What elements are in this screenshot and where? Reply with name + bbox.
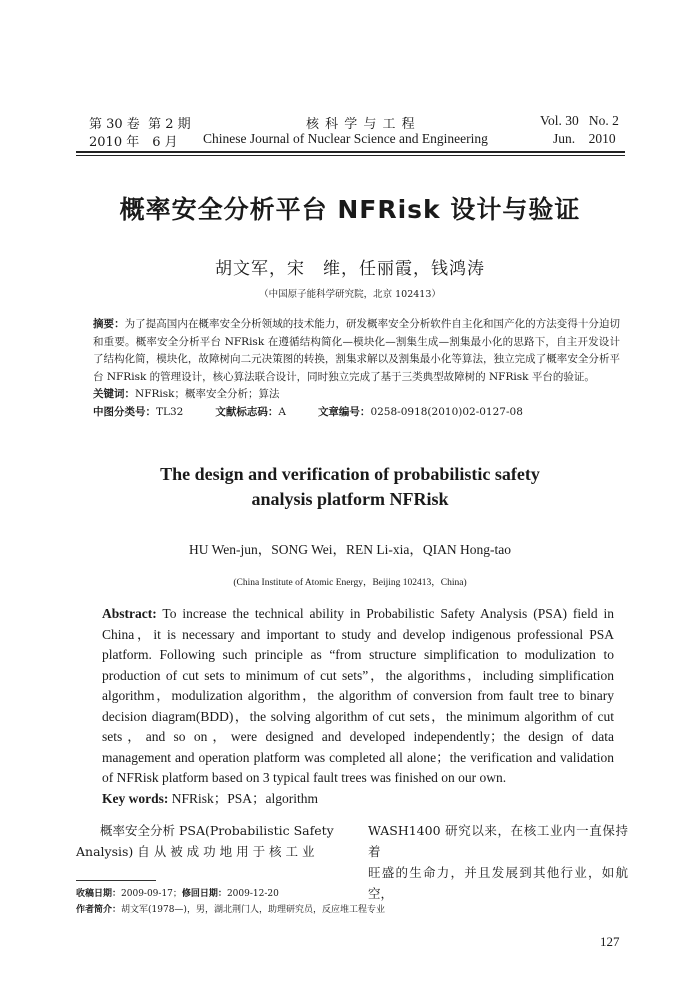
keywords-en-label: Key words: [102, 790, 169, 806]
article-no-value: 0258-0918(2010)02-0127-08 [370, 405, 523, 418]
journal-title-cn: 核 科 学 与 工 程 [306, 117, 416, 132]
body-left-line1: 概率安全分析 PSA(Probabilistic Safety [100, 823, 334, 838]
clc-value: TL32 [156, 405, 184, 418]
doc-code-value: A [278, 405, 286, 418]
keywords-cn-label: 关键词： [93, 388, 135, 400]
abstract-cn-label: 摘要： [93, 318, 125, 330]
clc-label: 中图分类号： [93, 405, 156, 418]
abstract-cn-text: 为了提高国内在概率安全分析领域的技术能力，研发概率安全分析软件自主化和国产化的方法变得十分迫切和重要。概率安全分析平台 NFRisk 在遵循结构简化—模块化—割集生成—割集最小化的思路下，自主开发设计了结构化简，模块化，故障树向二元决策图的转换，割集求解以及割集最小化等算法，独立完成了概率安全分析平台 NFRisk 的管理设计，核心算法联合设计，同时独立完成了基于三类典型故障树的 NFRisk 平台的验证。 [93, 318, 621, 383]
footnote-author [76, 902, 385, 918]
abstract-cn-block [93, 316, 620, 421]
author-bio-value: 胡文军(1978—)，男，湖北荆门人，助理研究员，反应堆工程专业 [121, 905, 385, 915]
month-en: Jun. [553, 131, 576, 146]
journal-title-en: Chinese Journal of Nuclear Science and Engineering [203, 131, 488, 146]
no-en: No. 2 [588, 113, 619, 128]
keywords-cn [93, 386, 620, 404]
abstract-en [102, 604, 614, 789]
title-en-line1: The design and verification of probabilistic safety [160, 464, 540, 484]
body-right-column [368, 820, 628, 904]
vol-en: Vol. 30 [540, 113, 579, 128]
footnote-dates [76, 886, 385, 902]
footnote [76, 886, 385, 918]
keywords-en [102, 789, 614, 810]
received-label: 收稿日期： [76, 889, 122, 899]
authors-en: HU Wen-jun，SONG Wei，REN Li-xia，QIAN Hong-tao [188, 542, 512, 557]
authors-cn: 胡文军，宋 维，任丽霞，钱鸿涛 [215, 259, 485, 279]
no-cn: 第 2 期 [148, 117, 191, 132]
header-date-cn: 2010 年 6 月 [89, 135, 178, 150]
header-rule-thin [76, 155, 625, 156]
title-en-line2: analysis platform NFRisk [251, 489, 449, 509]
header-rule-thick [76, 151, 625, 153]
abstract-en-label: Abstract: [102, 606, 157, 621]
doc-code-label: 文献标志码： [215, 405, 279, 418]
article-no-label: 文章编号： [317, 405, 371, 418]
header-volume-en [540, 113, 619, 129]
paper-title-en [0, 462, 700, 512]
keywords-cn-text: NFRisk；概率安全分析；算法 [135, 388, 280, 400]
year-en: 2010 [588, 131, 616, 146]
body-right-line1: WASH1400 研究以来，在核工业内一直保持着 [368, 823, 628, 859]
abstract-cn [93, 316, 620, 386]
revised-value: 2009-12-20 [226, 889, 279, 899]
page-number: 127 [600, 934, 620, 949]
body-left-line2: Analysis) 自 从 被 成 功 地 用 于 核 工 业 [76, 844, 315, 859]
affiliation-en: (China Institute of Atomic Energy，Beijing 102413，China) [233, 578, 467, 588]
footnote-rule [76, 880, 156, 881]
abstract-en-block [102, 604, 614, 809]
paper-title-cn: 概率安全分析平台 NFRisk 设计与验证 [119, 195, 581, 224]
vol-cn: 第 30 卷 [89, 117, 140, 132]
keywords-en-text: NFRisk；PSA；algorithm [171, 790, 319, 806]
affiliation-cn: （中国原子能科学研究院，北京 102413） [259, 289, 441, 300]
body-right-line2: 旺盛的生命力，并且发展到其他行业，如航空， [368, 865, 628, 901]
received-value: 2009-09-17； [121, 889, 182, 899]
author-bio-label: 作者简介： [76, 905, 122, 915]
revised-label: 修回日期： [181, 889, 227, 899]
header-month-en [553, 131, 616, 147]
body-left-column [76, 820, 351, 862]
header-volume-cn [89, 113, 191, 132]
abstract-en-text: To increase the technical ability in Probabilistic Safety Analysis (PSA) field in China，it is necessary and important to study and develop indigenous professional PSA platform. Following such principle as “from structure simplification to modulization to production of cut sets to minimum of cut sets”，the algorithms，including simplification algorithm，modulization algorithm，the algorithm of conversion from fault tree to binary decision diagram(BDD)，the solving algorithm of cut sets，the minimum algorithm of cut sets，and so on，were designed and developed independently；the design of data management and operation platform was completed all alone；the verification and validation of NFRisk platform based on 3 typical fault trees was finished on our own. [102, 606, 614, 785]
classification-line [93, 404, 620, 422]
